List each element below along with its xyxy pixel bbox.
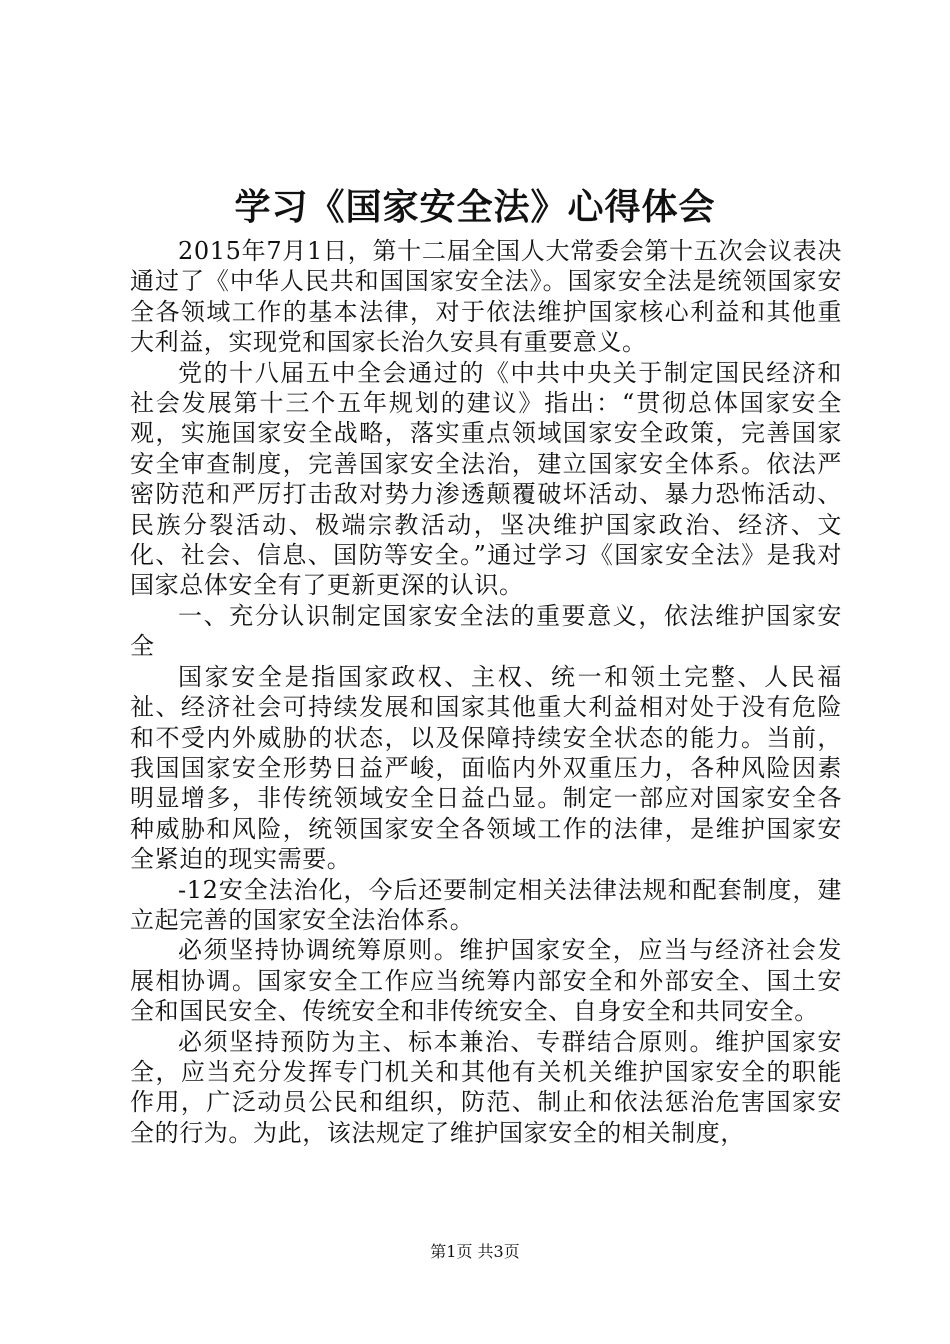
paragraph-6: 必须坚持预防为主、标本兼治、专群结合原则。维护国家安全，应当充分发挥专门机关和其他有关机关维护国家安全的职能作用，广泛动员公民和组织，防范、制止和依法惩治危害国家安全的行为。为此，该法规定了维护国家安全的相关制度， [130,1027,842,1147]
paragraph-1: 2015年7月1日，第十二届全国人大常委会第十五次会议表决通过了《中华人民共和国国家安全法》。国家安全法是统领国家安全各领域工作的基本法律，对于依法维护国家核心利益和其他重大利益，实现党和国家长治久安具有重要意义。 [130,237,842,357]
section-heading-1: 一、充分认识制定国家安全法的重要意义，依法维护国家安全 [130,601,842,661]
paragraph-2: 党的十八届五中全会通过的《中共中央关于制定国民经济和社会发展第十三个五年规划的建议》指出：“贯彻总体国家安全观，实施国家安全战略，落实重点领域国家安全政策，完善国家安全审查制度，完善国家安全法治，建立国家安全体系。依法严密防范和严厉打击敌对势力渗透颠覆破坏活动、暴力恐怖活动、民族分裂活动、极端宗教活动，坚决维护国家政治、经济、文化、社会、信息、国防等安全。”通过学习《国家安全法》是我对国家总体安全有了更新更深的认识。 [130,358,842,600]
paragraph-3: 国家安全是指国家政权、主权、统一和领土完整、人民福祉、经济社会可持续发展和国家其他重大利益相对处于没有危险和不受内外威胁的状态，以及保障持续安全状态的能力。当前，我国国家安全形势日益严峻，面临内外双重压力，各种风险因素明显增多，非传统领域安全日益凸显。制定一部应对国家安全各种威胁和风险，统领国家安全各领域工作的法律，是维护国家安全紧迫的现实需要。 [130,662,842,874]
document-body [130,236,842,1148]
paragraph-5: 必须坚持协调统筹原则。维护国家安全，应当与经济社会发展相协调。国家安全工作应当统筹内部安全和外部安全、国土安全和国民安全、传统安全和非传统安全、自身安全和共同安全。 [130,936,842,1026]
document-title: 学习《国家安全法》心得体会 [234,187,716,228]
page-footer: 第1页 共3页 [430,1242,520,1261]
paragraph-4: -12安全法治化，今后还要制定相关法律法规和配套制度，建立起完善的国家安全法治体系。 [130,875,842,934]
